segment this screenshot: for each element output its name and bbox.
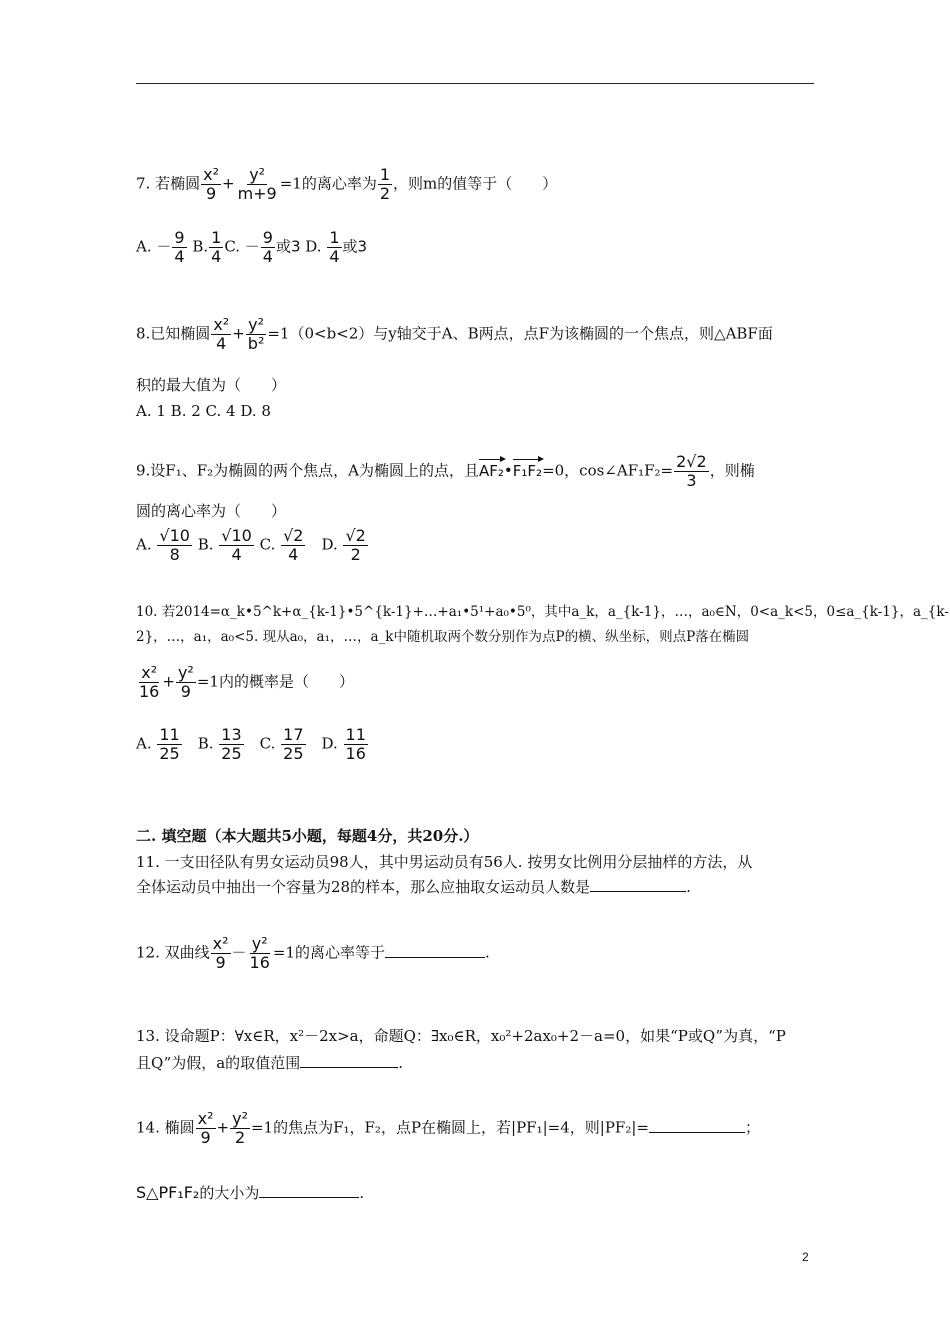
q9-fraction: $\frac{2√2}{3}$: [676, 452, 707, 490]
q14-fraction-1: $\frac{\text{x²}}{9}$: [197, 1109, 214, 1147]
q7-fraction-2: $\frac{\text{y²}}{m+9}$: [237, 165, 277, 203]
q7-optB-frac: $\frac{1}{4}$: [211, 228, 222, 266]
question-13-line1: 13. 设命题P：∀x∈R，x²－2x>a，命题Q：∃x₀∈R，x₀²+2ax₀+2－a=0，如果“P或Q”为真，“P: [136, 1027, 786, 1045]
q10-fraction-2: $\frac{\text{y²}}{9}$: [177, 663, 194, 701]
q7-optC-frac: $\frac{9}{4}$: [262, 228, 273, 266]
q9-optD-frac: $\frac{√2}{2}$: [345, 526, 366, 564]
q14-area-symbol: S△PF₁F₂: [136, 1183, 200, 1202]
question-12: 12. 双曲线 $\frac{\text{x²}}{9}$ － $\frac{\text{y²}}{16}$ =1的离心率等于 .: [136, 934, 490, 972]
q14-fraction-2: $\frac{\text{y²}}{2}$: [232, 1109, 248, 1147]
q7-prefix: 7. 若椭圆: [136, 174, 201, 193]
question-7: 7. 若椭圆 $\frac{\text{x²}}{9}$ + $\frac{\text{y²}}{m+9}$ =1的离心率为 $\frac{1}{2}$ ，则m的值等于（ ）: [136, 165, 558, 203]
q9-optB-frac: $\frac{√10}{4}$: [221, 526, 252, 564]
q10-optD-frac: $\frac{11}{16}$: [345, 725, 366, 763]
q7-optD-frac: $\frac{1}{4}$: [329, 228, 340, 266]
q10-optA-frac: $\frac{11}{25}$: [159, 725, 180, 763]
question-14-line2: S△PF₁F₂的大小为 .: [136, 1183, 365, 1202]
q10-options: A. $\frac{11}{25}$ B. $\frac{13}{25}$ C. $\frac{17}{25}$ D. $\frac{11}{16}$: [136, 725, 366, 763]
q10-fraction-1: $\frac{\text{x²}}{16}$: [139, 663, 160, 701]
section-2-title: 二. 填空题（本大题共5小题，每题4分，共20分.）: [136, 827, 479, 845]
question-10-line2: 2}，…，a₁，a₀<5. 现从a₀，a₁，…，a_k中随机取两个数分别作为点P的横、纵坐标，则点P落在椭圆: [136, 629, 750, 645]
q9-optA-frac: $\frac{√10}{8}$: [159, 526, 190, 564]
q7-optA-frac: $\frac{9}{4}$: [174, 228, 185, 266]
q8-line2: 积的最大值为（ ）: [136, 376, 287, 394]
question-14: 14. 椭圆 $\frac{\text{x²}}{9}$ + $\frac{\text{y²}}{2}$ =1的焦点为F₁，F₂，点P在椭圆上，若|PF₁|=4，则|PF₂|= ；: [136, 1109, 760, 1147]
question-10-line1: 10. 若2014=α_k•5^k+α_{k-1}•5^{k-1}+…+a₁•5¹+a₀•5⁰，其中a_k，a_{k-1}，…，a₀∈N，0<a_k<5，0≤a_{k-1}，a_{k-: [136, 604, 949, 620]
q10-optC-frac: $\frac{17}{25}$: [283, 725, 304, 763]
q9-options: A. $\frac{√10}{8}$ B. $\frac{√10}{4}$ C. $\frac{√2}{4}$ D. $\frac{√2}{2}$: [136, 526, 366, 564]
q13-answer-blank[interactable]: [300, 1053, 398, 1068]
q12-answer-blank[interactable]: [385, 943, 485, 958]
q10-optB-frac: $\frac{13}{25}$: [221, 725, 242, 763]
page-number: 2: [802, 1250, 809, 1264]
q14-answer-blank-1[interactable]: [649, 1118, 745, 1133]
q14-answer-blank-2[interactable]: [259, 1183, 359, 1198]
question-11-line2: 全体运动员中抽出一个容量为28的样本，那么应抽取女运动员人数是 .: [136, 878, 691, 896]
header-rule: [136, 83, 814, 84]
q7-options: A. － $\frac{9}{4}$ B. $\frac{1}{4}$ C. － $\frac{9}{4}$ 或3 D. $\frac{1}{4}$ 或3: [136, 228, 368, 266]
q9-vector-af2: AF₂: [479, 462, 504, 480]
q7-fraction-3: $\frac{1}{2}$: [379, 165, 391, 203]
question-10-line3: $\frac{\text{x²}}{16}$ + $\frac{\text{y²}}{9}$ =1内的概率是（ ）: [139, 663, 354, 701]
q8-fraction-2: $\frac{\text{y²}}{\text{b²}}$: [247, 315, 265, 353]
q8-options: A. 1 B. 2 C. 4 D. 8: [136, 402, 271, 420]
q9-vector-f1f2: F₁F₂: [513, 462, 542, 480]
q9-optC-frac: $\frac{√2}{4}$: [283, 526, 304, 564]
q11-answer-blank[interactable]: [590, 877, 686, 892]
q9-line2: 圆的离心率为（ ）: [136, 502, 287, 520]
question-13-line2: 且Q”为假，a的取值范围 .: [136, 1054, 403, 1072]
question-9: 9.设F₁、F₂为椭圆的两个焦点，A为椭圆上的点，且 AF₂• F₁F₂=0，cos∠AF₁F₂= $\frac{2√2}{3}$ ，则椭: [136, 452, 755, 490]
question-11-line1: 11. 一支田径队有男女运动员98人，其中男运动员有56人. 按男女比例用分层抽样的方法，从: [136, 853, 753, 871]
q7-fraction-1: $\frac{\text{x²}}{9}$: [203, 165, 219, 203]
q12-fraction-1: $\frac{\text{x²}}{9}$: [212, 934, 229, 972]
q8-fraction-1: $\frac{\text{x²}}{4}$: [213, 315, 230, 353]
q12-fraction-2: $\frac{\text{y²}}{16}$: [249, 934, 270, 972]
question-8: 8.已知椭圆 $\frac{\text{x²}}{4}$ + $\frac{\text{y²}}{\text{b²}}$ =1（0<b<2）与y轴交于A、B两点，点F为该椭圆的一个焦点，则△ABF面: [136, 315, 773, 353]
